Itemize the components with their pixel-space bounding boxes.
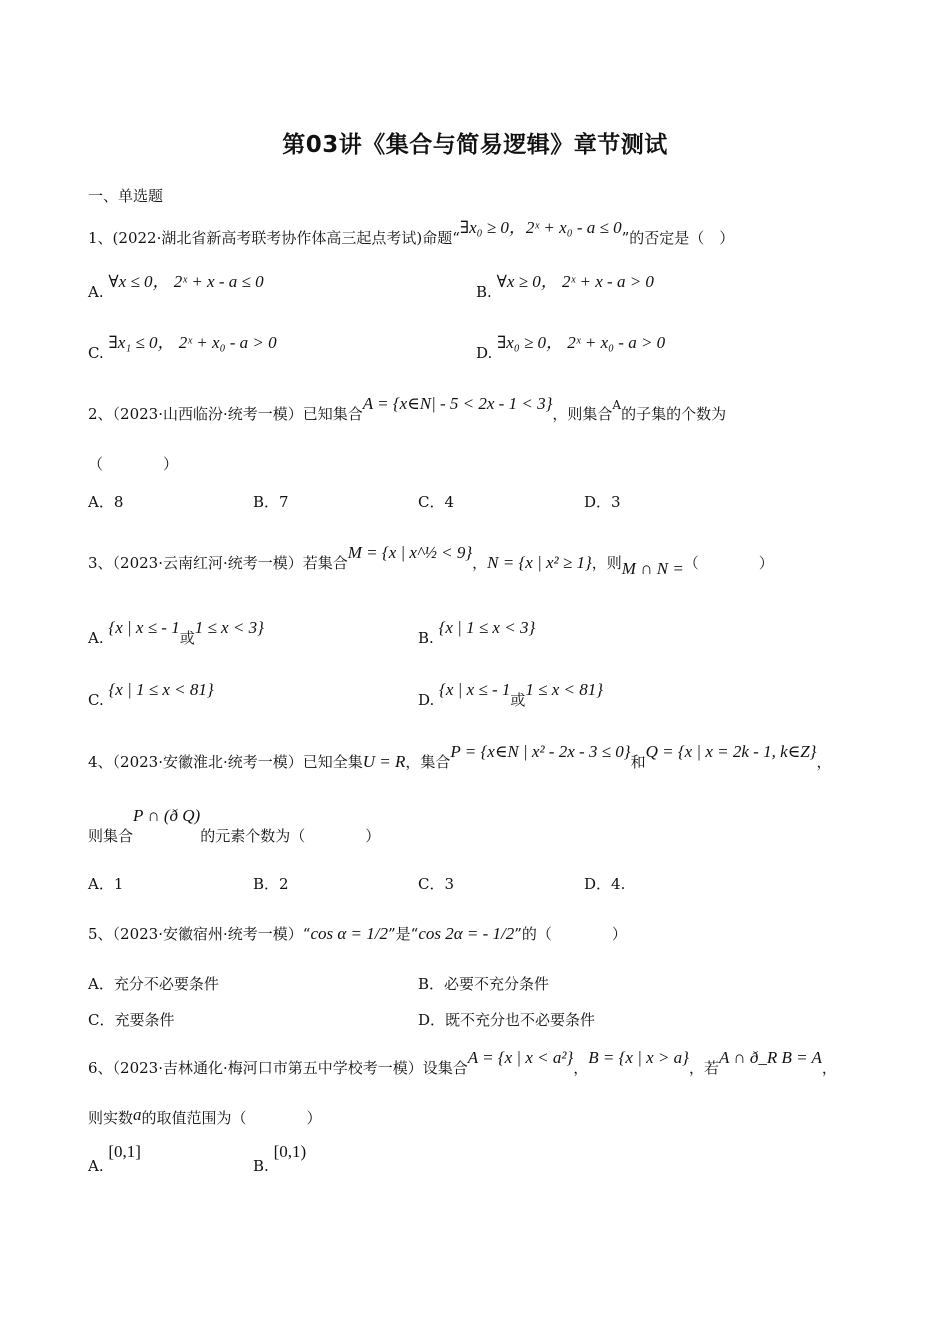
question-6-text-c: 则实数	[88, 1109, 134, 1127]
question-6-separator: ，	[573, 1059, 589, 1077]
question-5-expression-1: cos α = 1/2	[310, 924, 388, 943]
question-6-option-b[interactable]	[253, 1142, 307, 1176]
question-1-option-c[interactable]	[88, 333, 277, 363]
question-3-option-d[interactable]	[418, 680, 604, 710]
question-1-text-b: ”的否定是（ ）	[621, 229, 735, 247]
question-3-paren: （ ）	[683, 554, 774, 572]
question-3-text-b: ，则	[591, 554, 622, 572]
option-label: D.	[476, 344, 493, 362]
question-3-intersection: M ∩ N =	[621, 559, 684, 578]
question-6-stem	[88, 1048, 837, 1078]
question-6-symbol-a: a	[133, 1105, 142, 1124]
question-4-text-d: 的元素个数为（ ）	[200, 827, 381, 845]
question-4-option-d[interactable]: D．4.	[584, 875, 626, 893]
question-2-option-a[interactable]: A．8	[88, 493, 124, 511]
section-heading: 一、单选题	[88, 187, 164, 205]
option-label: C.	[88, 344, 104, 362]
question-5-option-b[interactable]: B．必要不充分条件	[418, 975, 550, 993]
question-2-symbol-a: A	[612, 398, 622, 412]
question-4-stem-line2	[88, 806, 381, 846]
option-label: A.	[88, 1157, 104, 1175]
question-6-text-d: 的取值范围为（ ）	[141, 1109, 322, 1127]
question-1-option-d[interactable]	[476, 333, 666, 363]
option-or-text: 或	[179, 629, 195, 647]
question-1-option-b[interactable]	[476, 272, 654, 302]
question-4-expression: P ∩ (ð Q)	[133, 806, 201, 825]
option-expression: {x | x ≤ - 1	[108, 618, 180, 637]
question-2-text-c: 的子集的个数为	[621, 405, 727, 423]
question-5-stem	[88, 924, 627, 944]
question-1-proposition: ∃x₀ ≥ 0，2ˣ + x₀ - a ≤ 0	[459, 218, 622, 237]
question-4-universal-set: U = R	[362, 752, 406, 771]
question-5-option-a[interactable]: A．充分不必要条件	[88, 975, 219, 993]
question-2-set-a: A = {x∈N| - 5 < 2x - 1 < 3}	[362, 394, 553, 413]
question-4-option-a[interactable]: A．1	[88, 875, 124, 893]
question-4-text-a: 4、（2023·安徽淮北·统考一模）已知全集	[88, 753, 363, 771]
question-4-text-c: 则集合	[88, 827, 134, 845]
question-2-text-a: 2、（2023·山西临汾·统考一模）已知集合	[88, 405, 363, 423]
question-4-set-q: Q = {x | x = 2k - 1, k∈Z}	[645, 742, 817, 761]
question-4-option-c[interactable]: C．3	[418, 875, 455, 893]
option-expression: {x | 1 ≤ x < 3}	[438, 618, 536, 637]
option-label: C.	[88, 691, 104, 709]
option-label: A.	[88, 629, 104, 647]
question-2-option-c[interactable]: C．4	[418, 493, 455, 511]
question-6-text-a: 6、（2023·吉林通化·梅河口市第五中学校考一模）设集合	[88, 1059, 468, 1077]
question-6-condition: A ∩ ð_R B = A	[718, 1048, 822, 1067]
option-label: B.	[418, 629, 434, 647]
option-expression: ∀x ≥ 0， 2ˣ + x - a > 0	[496, 272, 654, 291]
question-6-comma: ，	[821, 1059, 837, 1077]
option-label: A.	[88, 283, 104, 301]
option-expression: {x | x ≤ - 1	[439, 680, 511, 699]
option-expression-2: 1 ≤ x < 81}	[525, 680, 604, 699]
option-expression: ∃x₀ ≥ 0， 2ˣ + x₀ - a > 0	[497, 333, 666, 352]
question-1-text-a: 1、(2022·湖北省新高考联考协作体高三起点考试)命题“	[88, 229, 460, 247]
option-expression: [0,1]	[108, 1142, 141, 1161]
question-3-separator: ，	[472, 554, 488, 572]
option-expression: ∀x ≤ 0， 2ˣ + x - a ≤ 0	[108, 272, 264, 291]
option-expression: [0,1)	[273, 1142, 307, 1161]
option-label: B.	[253, 1157, 269, 1175]
question-6-stem-line2	[88, 1105, 322, 1128]
option-expression-2: 1 ≤ x < 3}	[194, 618, 264, 637]
question-3-set-n: N = {x | x² ≥ 1}	[487, 553, 592, 572]
question-2-stem	[88, 394, 727, 425]
question-3-stem	[88, 543, 774, 578]
question-4-comma: ，	[816, 753, 832, 771]
question-3-option-b[interactable]	[418, 618, 536, 648]
question-2-text-b: ，则集合	[552, 405, 613, 423]
question-4-and: 和	[630, 753, 646, 771]
question-6-option-a[interactable]	[88, 1142, 141, 1176]
question-2-option-b[interactable]: B．7	[253, 493, 289, 511]
question-4-stem	[88, 742, 832, 772]
option-or-text: 或	[510, 691, 526, 709]
question-6-set-b: B = {x | x > a}	[588, 1048, 689, 1067]
question-3-set-m: M = {x | x^½ < 9}	[347, 543, 473, 562]
question-6-set-a: A = {x | x < a²}	[467, 1048, 574, 1067]
question-5-expression-2: cos 2α = - 1/2	[418, 924, 515, 943]
question-5-text-mid: ”是“	[387, 925, 419, 943]
question-6-text-b: ，若	[688, 1059, 719, 1077]
option-label: B.	[476, 283, 492, 301]
question-4-set-p: P = {x∈N | x² - 2x - 3 ≤ 0}	[450, 742, 631, 761]
question-3-option-a[interactable]	[88, 618, 264, 648]
page-title: 第03讲《集合与简易逻辑》章节测试	[282, 132, 668, 158]
question-3-text-a: 3、（2023·云南红河·统考一模）若集合	[88, 554, 348, 572]
option-expression: ∃x₁ ≤ 0， 2ˣ + x₀ - a > 0	[108, 333, 277, 352]
question-2-option-d[interactable]: D．3	[584, 493, 621, 511]
option-expression: {x | 1 ≤ x < 81}	[108, 680, 214, 699]
option-label: D.	[418, 691, 435, 709]
question-1-option-a[interactable]	[88, 272, 264, 302]
question-5-option-d[interactable]: D．既不充分也不必要条件	[418, 1011, 596, 1029]
question-4-text-b: ，集合	[405, 753, 451, 771]
question-3-option-c[interactable]	[88, 680, 214, 710]
question-5-option-c[interactable]: C．充要条件	[88, 1011, 175, 1029]
question-1-stem	[88, 218, 735, 248]
question-5-text-b: ”的（ ）	[514, 925, 627, 943]
question-4-option-b[interactable]: B．2	[253, 875, 289, 893]
question-2-paren: （ ）	[88, 455, 179, 473]
question-5-text-a: 5、（2023·安徽宿州·统考一模）“	[88, 925, 311, 943]
